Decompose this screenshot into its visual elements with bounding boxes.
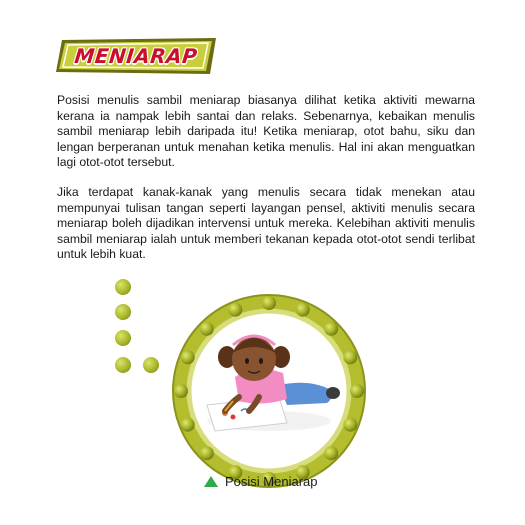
page-title: MENIARAP bbox=[73, 44, 199, 68]
decorative-dot bbox=[115, 330, 131, 346]
decorative-dot bbox=[143, 357, 159, 373]
paragraph-2: Jika terdapat kanak-kanak yang menulis secara tidak menekan atau mempunyai tulisan tangan seperti layangan pensel, aktiviti menulis secara meniarap boleh dijadikan intervensi untuk mereka. Kelebihan aktiviti menulis sambil meniarap ialah untuk memberi tekanan kepada otot-otot sendi terlibat untuk lebih kuat. bbox=[57, 185, 475, 262]
frame-bolt bbox=[181, 418, 195, 432]
frame-bolt bbox=[324, 446, 338, 460]
frame-bolt bbox=[350, 384, 364, 398]
frame-bolt bbox=[296, 303, 310, 317]
porthole-frame bbox=[171, 293, 367, 489]
frame-bolt bbox=[181, 350, 195, 364]
decorative-dot bbox=[115, 357, 131, 373]
frame-bolt bbox=[200, 446, 214, 460]
decorative-dot bbox=[115, 304, 131, 320]
paragraph-1: Posisi menulis sambil meniarap biasanya dilihat ketika aktiviti mewarna kerana ia nampak lebih santai dan relaks. Sebenarnya, kebaikan menulis sambil meniarap lebih daripada itu! Ketika meniarap, otot bahu, siku dan lengan berperanan untuk menahan ketika menulis. Hal ini akan menguatkan lagi otot-otot tersebut. bbox=[57, 93, 475, 170]
frame-bolt bbox=[343, 418, 357, 432]
figure-caption bbox=[204, 474, 318, 489]
caption-text: Posisi Meniarap bbox=[225, 474, 318, 489]
frame-bolt bbox=[324, 322, 338, 336]
frame-bolt bbox=[343, 350, 357, 364]
section-banner bbox=[56, 38, 216, 74]
triangle-bullet-icon bbox=[204, 476, 218, 487]
frame-bolt bbox=[262, 296, 276, 310]
frame-bolt bbox=[174, 384, 188, 398]
decorative-dot bbox=[115, 279, 131, 295]
frame-bolt bbox=[200, 322, 214, 336]
frame-bolt bbox=[228, 303, 242, 317]
